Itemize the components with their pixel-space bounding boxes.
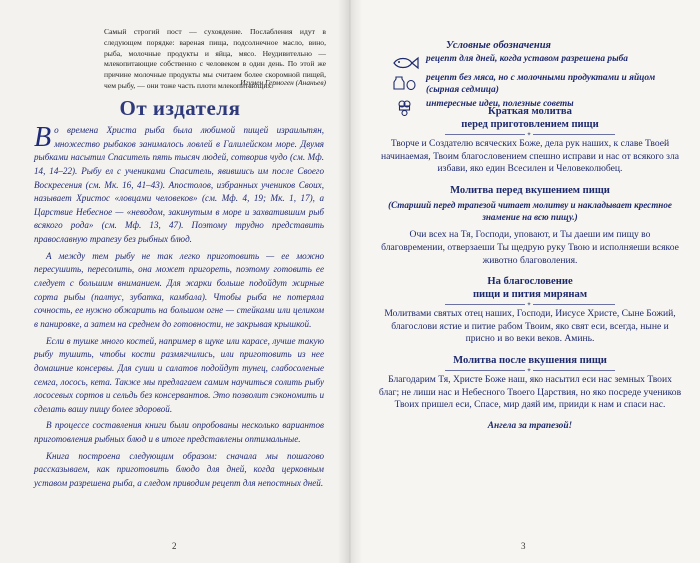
book-gutter (338, 0, 362, 563)
paragraph-3: Если в тушке много костей, например в щуке или карасе, лучше такую рыбу тушить, чтобы кости размягчились, или приготовить из нее домашние консервы. Для суши и салатов подойдут тунец, слабосоленые семга, лосось, кета. Также мы предлагаем самим научиться солить рыбу лососевых сортов и сельдь без консервантов. Это позволит сэкономить и сделать вашу пищу более здоровой. (34, 335, 324, 414)
page-title: От издателя (119, 96, 241, 120)
prayer3-title-2: пищи и пития мирянам (472, 289, 588, 301)
epigraph: Самый строгий пост — сухоядение. Послабления идут в следующем порядке: вареная пища, подсолнечное масло, вино, рыба, молочные продукты и яйца, мясо. Неудивительно — млекопитающие собственно с человеком в один день. По этой же причине молочные продукты мы считаем более скоромной пищей, чем рыбу, — они тоже часть плоти млекопитающих. (104, 27, 326, 90)
page-number-left: 2 (172, 541, 177, 551)
paragraph-2: А между тем рыбу не так легко приготовить — ее можно пересушить, пересолить, она может пригореть, поэтому готовить ее следует с большим вниманием. Для жарки больше подойдут жирные сорта рыбы (палтус, зубатка, камбала). Чтобы рыба не потеряла сочность, ее нужно обжарить на большом огне — стейками или целиком в панировке, а затем на среднем до готовности, не закрывая крышкой. (34, 250, 324, 329)
legend-tips-text: интересные идеи, полезные советы (426, 98, 574, 109)
milk-egg-icon (390, 74, 420, 90)
legend-item-fish (390, 54, 690, 71)
divider: ✦ (445, 132, 615, 138)
drop-cap: В (34, 122, 52, 153)
prayer3-title-1: На благословение (487, 276, 573, 288)
legend-fish-text: рецепт для дней, когда уставом разрешена рыба (426, 54, 628, 64)
paragraph-4: В процессе составления книги были опробованы несколько вариантов приготовления рыбных блюд и в итоге представлены оптимальные. (34, 420, 324, 445)
publisher-text (34, 124, 324, 494)
prayers-block (377, 106, 683, 431)
legend-milk-text: рецепт без мяса, но с молочными продуктами и яйцом (сырная седмица) (426, 73, 656, 95)
prayer2-title: Молитва перед вкушением пищи (450, 184, 610, 196)
prayer1-text: Творче и Создателю всяческих Боже, дела рук наших, к славе Твоей начинаемая, Твоим благословением спешно исправи и нас от всякого зла избави, яко един Всесилен и Человеколюбец. (380, 137, 680, 175)
divider: ✦ (445, 368, 615, 374)
closing-phrase: Ангела за трапезой! (487, 421, 573, 432)
paragraph-5: Книга построена следующим образом: сначала мы пошагово рассказываем, как приготовить блюдо для дней, когда церковным уставом разрешена рыба, а следом приводим рецепт для непостных дней. (34, 450, 324, 489)
page-number-right: 3 (521, 541, 526, 551)
paragraph-1 (34, 124, 324, 247)
prayer1-title-1: Краткая молитва (488, 106, 572, 117)
prayer2-note: (Старший перед трапезой читает молитву и накладывает крестное знамение на всю пищу.) (388, 199, 672, 222)
paragraph-1-text: о времена Христа рыба была любимой пищей израильтян, множество рыбаков занималось ловлей в Галилейском море. Двумя рыбками насытил Спаситель пять тысяч людей, сотворив чудо (см. Мф. 14, 14–22). Рыбу ел с учениками Спаситель, явившись им после Своего Воскресения (см. Мк. 16, 41–43). Апостолов, избранных учеников Своих, называет Христос «ловцами человеков» (см. Мф. 4, 19; Мк. 1, 17), а Царствие Небесное — «неводом, закинутым в море и захватившим рыб всякого рода» (см. Мф. 13, 47). Поэтому трудно представить православную трапезу без рыбных блюд. (34, 125, 324, 245)
prayer4-text: Благодарим Тя, Христе Боже наш, яко насытил еси нас земных Твоих благ; не лиши нас и Небесного Твоего Царствия, но яко посреде учеников Твоих пришел еси, Спасе, мир даяй им, прииди к нам и спаси нас. (378, 374, 682, 411)
prayer1-title-2: перед приготовлением пищи (461, 118, 599, 130)
epigraph-author: Игумен Гермоген (Ананьев) (240, 78, 326, 87)
legend-item-milk (390, 73, 690, 97)
prayer4-title: Молитва после вкушения пищи (453, 355, 607, 367)
legend-title: Условные обозначения (446, 40, 551, 51)
fish-icon (390, 55, 420, 71)
prayer2-text: Очи всех на Тя, Господи, уповают, и Ты даеши им пищу во благовремении, отверзаеши Ты щедрую руку Твою и исполняеши всякое животно благоволения. (381, 229, 679, 266)
prayer3-text: Молитвами святых отец наших, Господи, Иисусе Христе, Сыне Божий, благослови ястие и питие рабом Твоим, яко свят еси, всегда, ныне и присно и во веки веков. Аминь. (384, 308, 676, 345)
divider: ✦ (445, 302, 615, 308)
